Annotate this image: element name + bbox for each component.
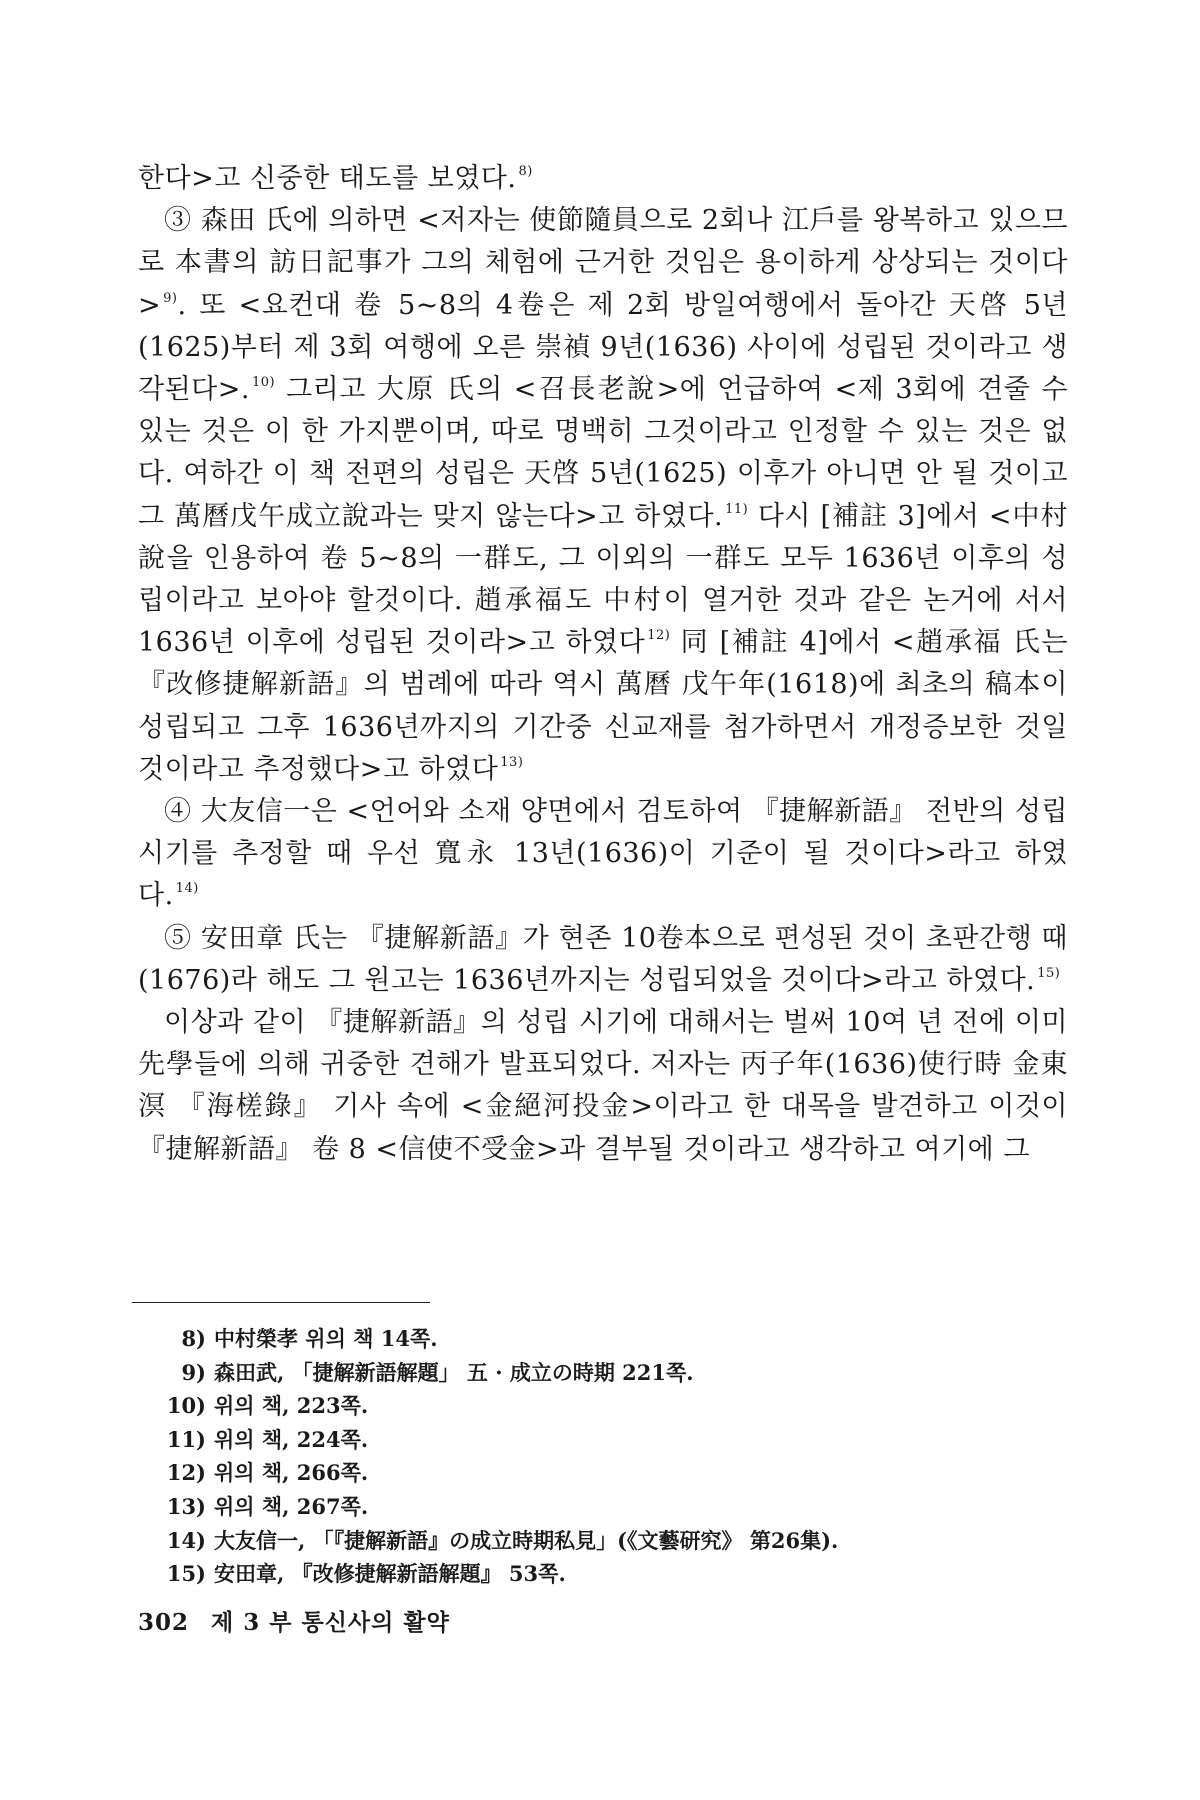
footnote-number: 10) [166,1393,206,1419]
footnote-ref[interactable]: 12) [647,628,671,644]
footnote-item [164,1524,1044,1558]
paragraph-text: 한다>고 신중한 태도를 보였다. [138,163,517,194]
footnote-item [164,1490,1044,1524]
paragraph-text: 다시 [補註 3]에서 <中村說을 인용하여 卷 5~8의 一群도, 그 이외의 一群도 모두 1636년 이후의 성립이라고 보아야 할것이다. 趙承福도 中村이 열거한 것과 같은 논거에 서서 1636년 이후에 성립된 것이라>고 하였다 [138,500,1068,659]
footnote-text: 中村榮孝 위의 책 14쪽. [214,1326,438,1351]
footnote-ref[interactable]: 13) [500,754,524,770]
footnote-number: 9) [181,1359,206,1385]
footnote-item [164,1389,1044,1423]
footnote-ref[interactable]: 11) [725,501,749,517]
paragraph-text: ④ 大友信一은 <언어와 소재 양면에서 검토하여 『捷解新語』 전반의 성립 시기를 추정할 때 우선 寬永 13년(1636)이 기준이 될 것이다>라고 하였다. [138,796,1068,912]
footnote-text: 위의 책, 266쪽. [214,1460,369,1486]
footnote-text: 위의 책, 223쪽. [214,1393,369,1419]
footnote-item [164,1423,1044,1457]
footnote-text: 大友信一, 「『捷解新語』の成立時期私見」(《文藝研究》 第26集). [214,1527,839,1553]
footnote-item [164,1456,1044,1490]
footnote-text: 森田武, 「捷解新語解題」 五 · 成立の時期 221쪽. [214,1359,694,1385]
footnote-number: 12) [166,1460,206,1486]
footnote-divider [132,1302,430,1303]
footnote-text: 위의 책, 267쪽. [214,1493,369,1519]
footnote-text: 위의 책, 224쪽. [214,1426,369,1452]
footnote-item [164,1356,1044,1390]
footnote-item [164,1557,1044,1591]
paragraph-1 [138,158,1068,200]
footnote-ref[interactable]: 10) [251,375,276,391]
footnote-ref[interactable]: 9) [163,290,178,306]
paragraph-2 [138,200,1068,791]
body-text [138,158,1068,1171]
page-number: 302 [138,1609,190,1636]
footnote-ref[interactable]: 14) [175,881,199,897]
footnote-ref[interactable]: 15) [1037,965,1061,981]
footnote-number: 15) [166,1561,206,1587]
paragraph-text: ⑤ 安田章 氏는 『捷解新語』가 현존 10卷本으로 편성된 것이 초판간행 때 (1676)라 해도 그 원고는 1636년까지는 성립되었을 것이다>라고 하였다. [138,922,1068,996]
paragraph-text: 그리고 大原 氏의 <召長老說>에 언급하여 <제 3회에 견줄 수 있는 것은 이 한 가지뿐이며, 따로 명백히 그것이라고 인정할 수 있는 것은 없다. 여하간 이 책 전편의 성립은 天啓 5년(1625) 이후가 아니면 안 될 것이고 그 萬曆戊午成立說과는 맞지 않는다>고 하였다. [138,374,1068,532]
paragraph-5 [138,1002,1068,1171]
footnote-number: 14) [166,1527,206,1553]
paragraph-4 [138,918,1068,1002]
paragraph-text: ③ 森田 氏에 의하면 <저자는 使節隨員으로 2회나 江戶를 왕복하고 있으므로 本書의 訪日記事가 그의 체험에 근거한 것임은 용이하게 상상되는 것이다> [138,205,1068,321]
paragraph-3 [138,791,1068,918]
paragraph-text: . 또 <요컨대 卷 5~8의 4卷은 제 2회 방일여행에서 돌아간 天啓 5년(1625)부터 제 3회 여행에 오른 崇禎 9년(1636) 사이에 성립된 것이라고 생각된다>. [138,289,1068,406]
footnote-item [164,1322,1044,1356]
footnote-number: 13) [166,1493,206,1519]
footnotes [164,1322,1044,1591]
running-title: 제 3 부 통신사의 활약 [211,1609,450,1636]
footnote-number: 8) [181,1326,206,1351]
paragraph-text: 이상과 같이 『捷解新語』의 성립 시기에 대해서는 벌써 10여 년 전에 이미 先學들에 의해 귀중한 견해가 발표되었다. 저자는 丙子年(1636)使行時 金東溟 『海槎錄』 기사 속에 <金絕河投金>이라고 한 대목을 발견하고 이것이 『捷解新語』 卷 8 <信使不受金>과 결부될 것이라고 생각하고 여기에 그 [138,1007,1068,1165]
paragraph-text: 同 [補註 4]에서 <趙承福 氏는 『改修捷解新語』의 범례에 따라 역시 萬曆 戊午年(1618)에 최초의 稿本이 성립되고 그후 1636년까지의 기간중 신교재를 첨가하면서 개정증보한 것일 것이라고 추정했다>고 하였다 [138,627,1068,785]
footnote-number: 11) [166,1426,206,1452]
page-footer [138,1604,450,1637]
footnote-text: 安田章, 『改修捷解新語解題』 53쪽. [214,1561,566,1587]
footnote-ref[interactable]: 8) [518,164,533,179]
